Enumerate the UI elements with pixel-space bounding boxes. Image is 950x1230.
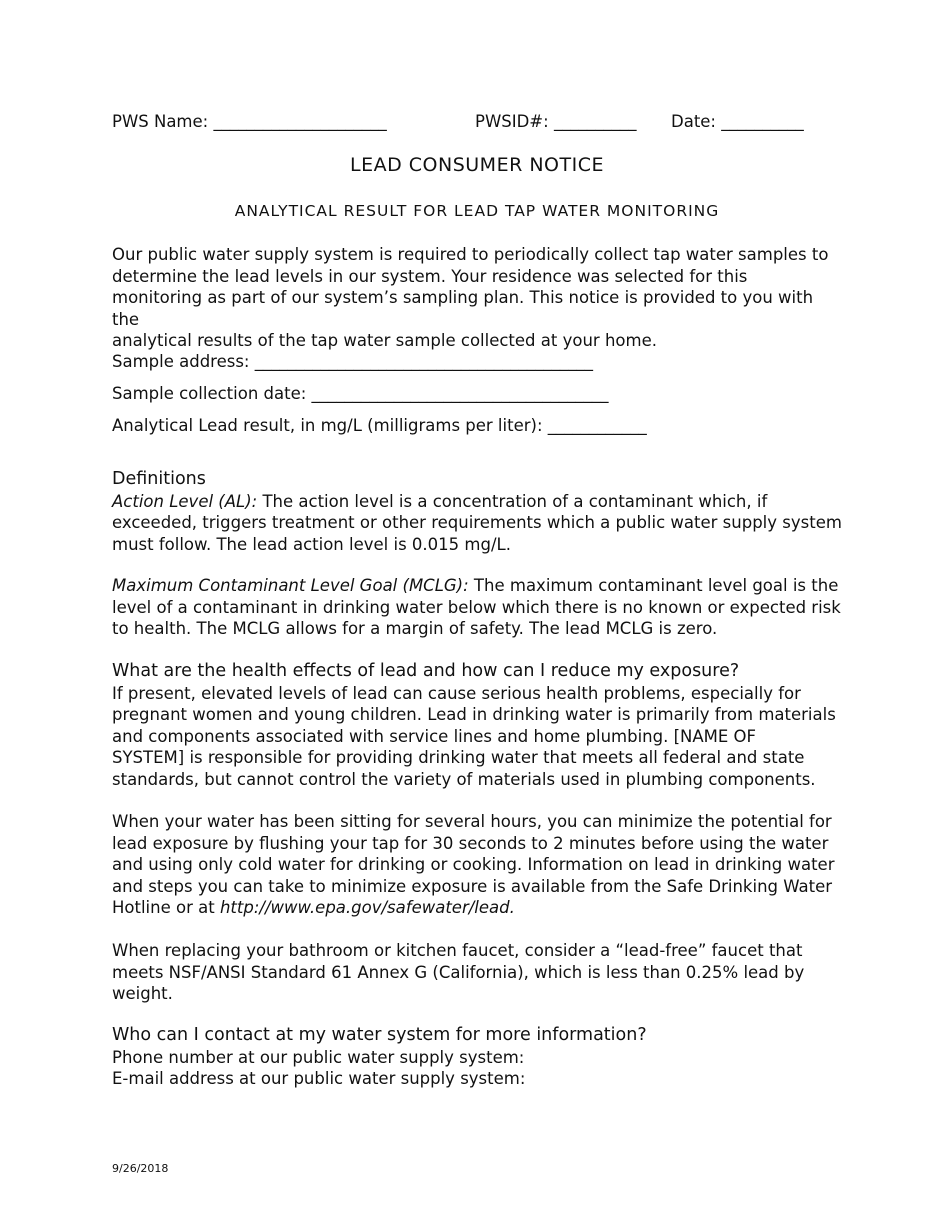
phone-line: Phone number at our public water supply system:	[112, 1047, 525, 1067]
flushing-line: Hotline or at http://www.epa.gov/safewater/lead.	[112, 898, 515, 917]
pws-name-field: PWS Name: _____________________	[112, 112, 387, 131]
faucet-line: weight.	[112, 984, 173, 1003]
intro-line: determine the lead levels in our system. Your residence was selected for this	[112, 266, 748, 286]
faucet-line: meets NSF/ANSI Standard 61 Annex G (California), which is less than 0.25% lead by	[112, 962, 805, 982]
health-section	[112, 661, 842, 790]
health-line: standards, but cannot control the variety of materials used in plumbing components.	[112, 769, 816, 789]
footer-date: 9/26/2018	[112, 1162, 169, 1175]
email-line: E-mail address at our public water supply system:	[112, 1069, 526, 1088]
definition-line: exceeded, triggers treatment or other requirements which a public water supply system	[112, 513, 842, 532]
pwsid-field: PWSID#: __________	[475, 112, 637, 131]
mclg-term: Maximum Contaminant Level Goal (MCLG):	[112, 576, 469, 595]
lead-result-field: Analytical Lead result, in mg/L (milligrams per liter): ____________	[112, 416, 647, 435]
faucet-paragraph	[112, 940, 842, 1005]
collection-date-field: Sample collection date: ____________________________________	[112, 384, 609, 403]
faucet-line: When replacing your bathroom or kitchen faucet, consider a “lead-free” faucet that	[112, 941, 803, 960]
intro-line: analytical results of the tap water sample collected at your home.	[112, 331, 657, 350]
intro-paragraph	[112, 244, 842, 352]
contact-section	[112, 1025, 842, 1090]
health-line: SYSTEM] is responsible for providing drinking water that meets all federal and state	[112, 748, 805, 767]
definition-line: level of a contaminant in drinking water below which there is no known or expected risk	[112, 597, 841, 617]
contact-heading: Who can I contact at my water system for more information?	[112, 1025, 647, 1045]
date-field: Date: __________	[671, 112, 804, 131]
page-subtitle: ANALYTICAL RESULT FOR LEAD TAP WATER MONITORING	[234, 202, 720, 220]
page-title: LEAD CONSUMER NOTICE	[350, 154, 604, 176]
mclg-definition: Maximum Contaminant Level Goal (MCLG): The maximum contaminant level goal is the	[112, 576, 839, 595]
definitions-section	[112, 469, 842, 555]
flushing-paragraph	[112, 811, 842, 919]
action-level-term: Action Level (AL):	[112, 491, 258, 511]
flushing-line: When your water has been sitting for several hours, you can minimize the potential for	[112, 812, 832, 831]
definition-line: to health. The MCLG allows for a margin of safety. The lead MCLG is zero.	[112, 619, 718, 638]
health-line: and components associated with service lines and home plumbing. [NAME OF	[112, 726, 757, 746]
intro-line: Our public water supply system is required to periodically collect tap water samples to	[112, 245, 829, 264]
flushing-line: lead exposure by flushing your tap for 30 seconds to 2 minutes before using the water	[112, 833, 829, 853]
flushing-line: and using only cold water for drinking or cooking. Information on lead in drinking water	[112, 855, 835, 874]
health-heading: What are the health effects of lead and how can I reduce my exposure?	[112, 661, 740, 681]
sample-address-field: Sample address: _________________________________________	[112, 352, 593, 371]
health-line: If present, elevated levels of lead can cause serious health problems, especially for	[112, 683, 801, 703]
action-level-definition: Action Level (AL): The action level is a concentration of a contaminant which, if	[112, 491, 768, 511]
flushing-line: and steps you can take to minimize exposure is available from the Safe Drinking Water	[112, 876, 833, 896]
epa-link[interactable]: http://www.epa.gov/safewater/lead.	[219, 898, 515, 917]
intro-line: monitoring as part of our system’s sampling plan. This notice is provided to you with the	[112, 288, 814, 329]
health-line: pregnant women and young children. Lead in drinking water is primarily from materials	[112, 705, 836, 724]
definition-line: must follow. The lead action level is 0.015 mg/L.	[112, 534, 511, 554]
definitions-heading: Definitions	[112, 469, 206, 489]
mclg-section	[112, 575, 842, 640]
